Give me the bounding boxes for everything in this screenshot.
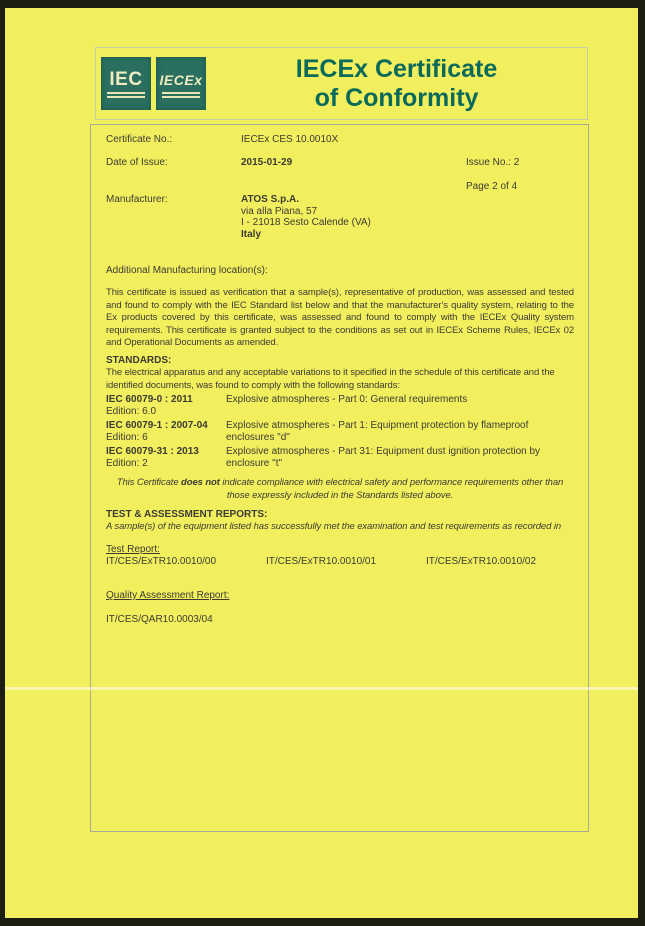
- certificate-number-value: IECEx CES 10.0010X: [241, 134, 339, 145]
- test-report-number: IT/CES/ExTR10.0010/01: [266, 556, 377, 567]
- iec-logo-bar: [107, 96, 145, 98]
- manufacturer-address2: I - 21018 Sesto Calende (VA): [241, 217, 371, 228]
- date-of-issue-value: 2015-01-29: [241, 157, 293, 168]
- test-report-number: IT/CES/ExTR10.0010/00: [106, 556, 217, 567]
- manufacturer-name: ATOS S.p.A.: [241, 194, 299, 205]
- standards-heading: STANDARDS:: [106, 355, 172, 366]
- issue-number: Issue No.: 2: [466, 157, 520, 168]
- standards-intro: The electrical apparatus and any acceptable variations to it specified in the schedule of this certificate and the identified documents, was found to comply with the following standards:: [106, 367, 555, 391]
- standard-description: Explosive atmospheres - Part 0: General requirements: [226, 394, 468, 405]
- standard-code: IEC 60079-0 : 2011: [106, 394, 193, 405]
- standard-row: [106, 420, 574, 443]
- standard-code: IEC 60079-1 : 2007-04: [106, 420, 208, 431]
- certificate-title: [206, 55, 587, 113]
- quality-assessment-report-number: IT/CES/QAR10.0003/04: [106, 614, 213, 625]
- iec-logo-text: IEC: [109, 68, 143, 90]
- date-of-issue-row: [106, 157, 574, 169]
- standard-code: IEC 60079-31 : 2013: [106, 446, 199, 457]
- iecex-logo-bar: [162, 96, 200, 98]
- standard-code-cell: [106, 420, 226, 443]
- standard-description: Explosive atmospheres - Part 1: Equipment protection by flameproof enclosures "d": [226, 420, 529, 443]
- certificate-title-line2: of Conformity: [314, 83, 479, 112]
- iecex-logo-bar: [162, 92, 200, 94]
- disclaimer-note: [106, 477, 574, 502]
- scan-crease-line: [5, 687, 638, 690]
- manufacturer-address-block: [241, 194, 574, 240]
- scanned-certificate-page: [5, 8, 638, 918]
- standard-row: [106, 394, 574, 417]
- standard-edition: Edition: 2: [106, 457, 148, 469]
- certificate-number-row: [106, 134, 574, 146]
- additional-locations-label: Additional Manufacturing location(s):: [106, 265, 268, 276]
- logo-group: [101, 57, 206, 110]
- test-report-label: Test Report:: [106, 544, 160, 555]
- certificate-number-label: Certificate No.:: [106, 134, 173, 145]
- page-number-row: [106, 181, 574, 193]
- standard-edition: Edition: 6.0: [106, 405, 157, 417]
- standard-edition: Edition: 6: [106, 431, 148, 443]
- iecex-logo-text: IECEx: [159, 71, 203, 88]
- iecex-logo-icon: [156, 57, 206, 110]
- standard-row: [106, 446, 574, 469]
- iec-logo-icon: [101, 57, 151, 110]
- manufacturer-row: [106, 194, 574, 240]
- standard-code-cell: [106, 446, 226, 469]
- standard-description: Explosive atmospheres - Part 31: Equipment dust ignition protection by enclosure "t": [226, 446, 541, 469]
- manufacturer-country: Italy: [241, 228, 262, 240]
- disclaimer-text-bold: does not: [181, 477, 220, 488]
- certificate-title-line1: IECEx Certificate: [295, 54, 498, 83]
- standard-code-cell: [106, 394, 226, 417]
- disclaimer-text-post: indicate compliance with electrical safety and performance requirements other than those expressly included in the Standards listed above.: [219, 477, 564, 501]
- quality-assessment-report-label: Quality Assessment Report:: [106, 590, 230, 601]
- date-of-issue-label: Date of Issue:: [106, 157, 168, 168]
- manufacturer-address1: via alla Piana, 57: [241, 205, 318, 217]
- verification-paragraph: This certificate is issued as verification that a sample(s), representative of production, was assessed and tested and found to comply with the IEC Standard list below and that the manufacturer's quality system, relating to the Ex products covered by this certificate, was assessed and found to comply with the IECEx Quality system requirements. This certificate is granted subject to the conditions as set out in IECEx Scheme Rules, IECEx 02 and Operational Documents as amended.: [106, 287, 574, 349]
- test-reports-heading: TEST & ASSESSMENT REPORTS:: [106, 509, 268, 520]
- iec-logo-bar: [107, 92, 145, 94]
- test-reports-intro: A sample(s) of the equipment listed has successfully met the examination and test requirements as recorded in: [106, 521, 562, 532]
- certificate-header: [95, 47, 588, 120]
- disclaimer-text-pre: This Certificate: [116, 477, 182, 488]
- manufacturer-label: Manufacturer:: [106, 194, 168, 205]
- page-number: Page 2 of 4: [466, 181, 518, 192]
- standards-table: [106, 394, 574, 472]
- test-report-number: IT/CES/ExTR10.0010/02: [426, 556, 537, 567]
- certificate-body: [90, 124, 589, 832]
